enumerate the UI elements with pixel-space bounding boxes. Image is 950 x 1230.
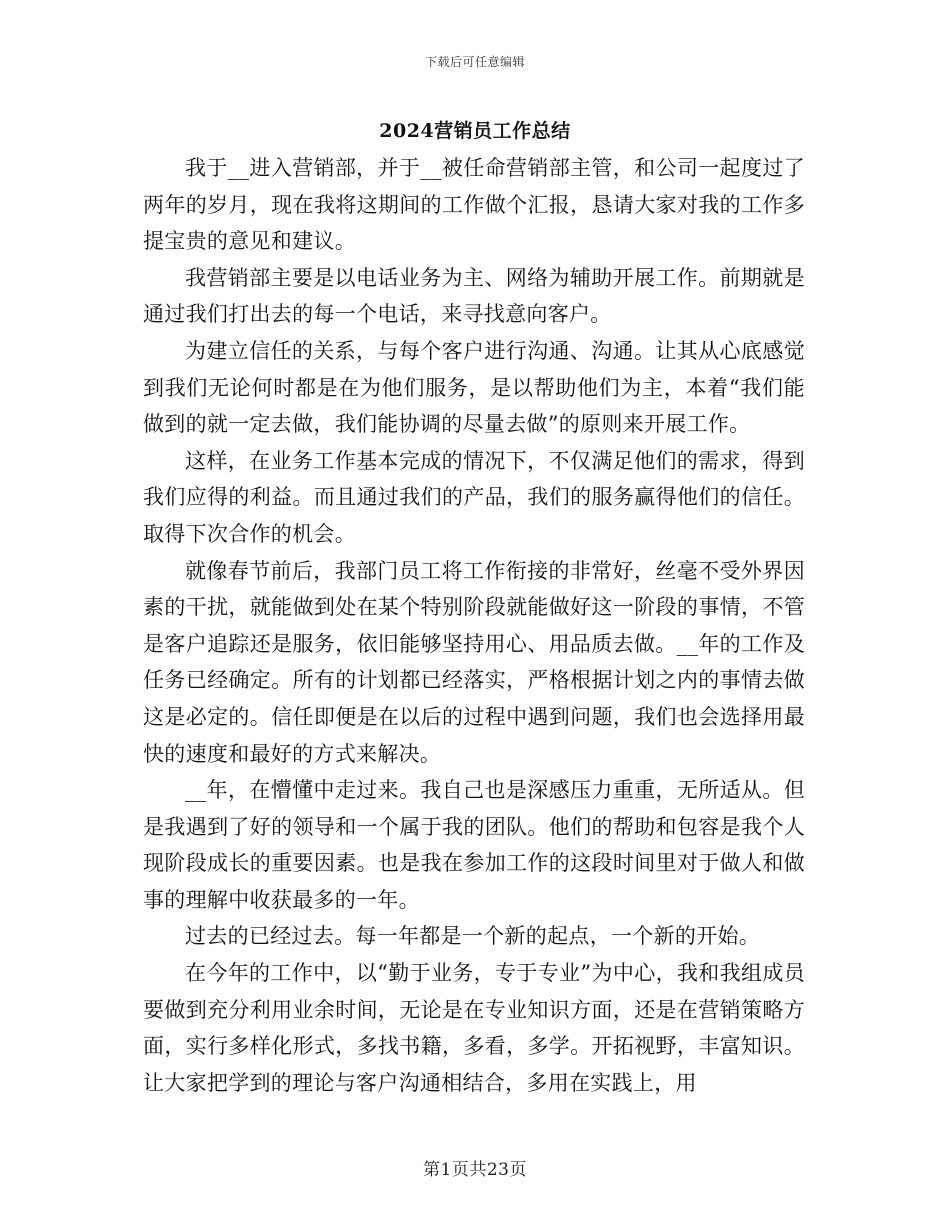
paragraph: 为建立信任的关系，与每个客户进行沟通、沟通。让其从心底感觉到我们无论何时都是在为他们服务，是以帮助他们为主，本着“我们能做到的就一定去做，我们能协调的尽量去做”的原则来开展工作。 — [143, 338, 805, 437]
paragraph: 过去的已经过去。每一年都是一个新的起点，一个新的开始。 — [185, 924, 761, 949]
page-indicator: 第1页共23页 — [423, 1160, 527, 1180]
paragraph: 就像春节前后，我部门员工将工作衔接的非常好，丝毫不受外界因素的干扰，就能做到处在某个特别阶段就能做好这一阶段的事情，不管是客户追踪还是服务，依旧能够坚持用心、用品质去做。__年的工作及任务已经确定。所有的计划都已经落实，严格根据计划之内的事情去做这是必定的。信任即便是在以后的过程中遇到问题，我们也会选择用最快的速度和最好的方式来解决。 — [143, 558, 805, 766]
paragraph: 我于__进入营销部，并于__被任命营销部主管，和公司一起度过了两年的岁月，现在我将这期间的工作做个汇报，恳请大家对我的工作多提宝贵的意见和建议。 — [143, 156, 805, 254]
paragraph: __年，在懵懂中走过来。我自己也是深感压力重重，无所适从。但是我遇到了好的领导和一个属于我的团队。他们的帮助和包容是我个人现阶段成长的重要因素。也是我在参加工作的这段时间里对于做人和做事的理解中收获最多的一年。 — [143, 778, 805, 912]
header-note: 下载后可任意编辑 — [424, 55, 525, 69]
paragraph: 我营销部主要是以电话业务为主、网络为辅助开展工作。前期就是通过我们打出去的每一个电话，来寻找意向客户。 — [143, 265, 805, 327]
paragraph: 这样，在业务工作基本完成的情况下，不仅满足他们的需求，得到我们应得的利益。而且通过我们的产品，我们的服务赢得他们的信任。取得下次合作的机会。 — [143, 448, 805, 546]
document-body — [143, 150, 805, 1101]
document-title: 2024营销员工作总结 — [379, 120, 571, 142]
paragraph: 在今年的工作中，以“勤于业务，专于专业”为中心，我和我组成员要做到充分利用业余时间，无论是在专业知识方面，还是在营销策略方面，实行多样化形式，多找书籍，多看，多学。开拓视野，丰富知识。让大家把学到的理论与客户沟通相结合，多用在实践上，用 — [143, 961, 805, 1095]
